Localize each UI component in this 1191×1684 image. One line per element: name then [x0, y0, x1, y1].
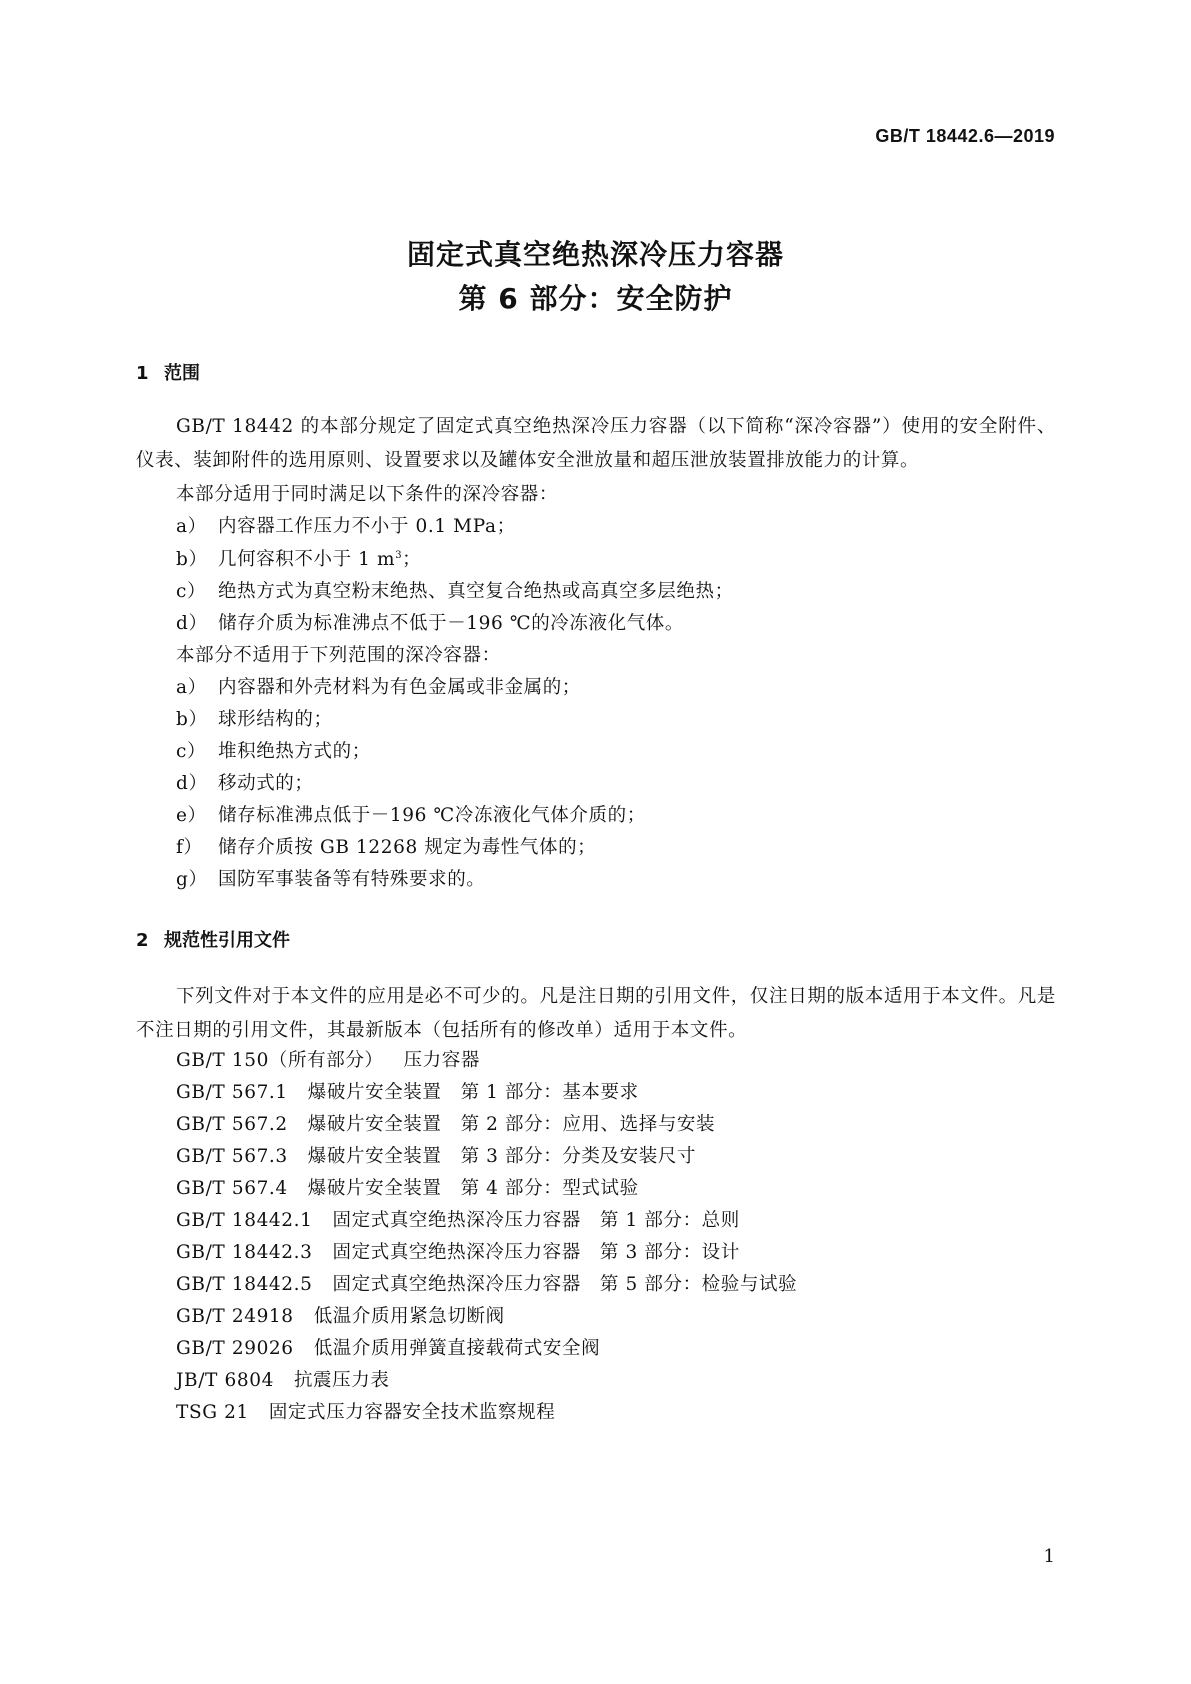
reference-item: GB/T 18442.5 固定式真空绝热深冷压力容器 第 5 部分：检验与试验	[176, 1274, 798, 1295]
list-item: e） 储存标准沸点低于－196 ℃冷冻液化气体介质的；	[176, 805, 646, 826]
reference-item: GB/T 150（所有部分） 压力容器	[176, 1050, 480, 1071]
list-item: f） 储存介质按 GB 12268 规定为毒性气体的；	[176, 837, 597, 858]
section-number: 1	[136, 363, 149, 384]
list-item: a） 内容器工作压力不小于 0.1 MPa；	[176, 516, 516, 537]
scope-intro-paragraph: GB/T 18442 的本部分规定了固定式真空绝热深冷压力容器（以下简称“深冷容器”）使用的安全附件、仪表、装卸附件的选用原则、设置要求以及罐体安全泄放量和超压泄放装置排放能力的计算。	[136, 416, 1056, 471]
page-number: 1	[1043, 1546, 1055, 1567]
list-item: c） 堆积绝热方式的；	[176, 741, 371, 762]
reference-item: GB/T 567.2 爆破片安全装置 第 2 部分：应用、选择与安装	[176, 1114, 716, 1135]
reference-item: GB/T 18442.1 固定式真空绝热深冷压力容器 第 1 部分：总则	[176, 1210, 740, 1231]
list-item: d） 储存介质为标准沸点不低于－196 ℃的冷冻液化气体。	[176, 613, 684, 634]
section-number: 2	[136, 930, 149, 951]
list-item: b） 球形结构的；	[176, 709, 333, 730]
reference-item: GB/T 567.4 爆破片安全装置 第 4 部分：型式试验	[176, 1178, 639, 1199]
reference-item: GB/T 18442.3 固定式真空绝热深冷压力容器 第 3 部分：设计	[176, 1242, 740, 1263]
list-item: c） 绝热方式为真空粉末绝热、真空复合绝热或高真空多层绝热；	[176, 581, 734, 602]
list-item: b） 几何容积不小于 1 $m^3$；	[176, 549, 422, 570]
superscript: 3	[395, 549, 403, 561]
reference-item: GB/T 567.3 爆破片安全装置 第 3 部分：分类及安装尺寸	[176, 1146, 697, 1167]
section-title: 规范性引用文件	[164, 930, 290, 951]
excludes-lead: 本部分不适用于下列范围的深冷容器：	[176, 645, 501, 666]
reference-item: GB/T 24918 低温介质用紧急切断阀	[176, 1306, 505, 1327]
section-title: 范围	[164, 363, 200, 384]
normative-intro-paragraph: 下列文件对于本文件的应用是必不可少的。凡是注日期的引用文件，仅注日期的版本适用于本文件。凡是不注日期的引用文件，其最新版本（包括所有的修改单）适用于本文件。	[136, 986, 1056, 1041]
reference-item: JB/T 6804 抗震压力表	[176, 1370, 390, 1391]
reference-item: GB/T 29026 低温介质用弹簧直接载荷式安全阀	[176, 1338, 601, 1359]
applies-lead: 本部分适用于同时满足以下条件的深冷容器：	[176, 484, 559, 505]
standard-code: GB/T 18442.6—2019	[875, 126, 1055, 146]
list-item: a） 内容器和外壳材料为有色金属或非金属的；	[176, 677, 581, 698]
document-subtitle: 第 6 部分：安全防护	[458, 282, 733, 315]
document-title: 固定式真空绝热深冷压力容器	[406, 238, 784, 271]
section-1-heading	[136, 359, 200, 385]
reference-item: GB/T 567.1 爆破片安全装置 第 1 部分：基本要求	[176, 1082, 639, 1103]
list-item: d） 移动式的；	[176, 773, 314, 794]
section-2-heading	[136, 926, 290, 952]
list-item: g） 国防军事装备等有特殊要求的。	[176, 869, 486, 890]
reference-item: TSG 21 固定式压力容器安全技术监察规程	[176, 1402, 556, 1423]
